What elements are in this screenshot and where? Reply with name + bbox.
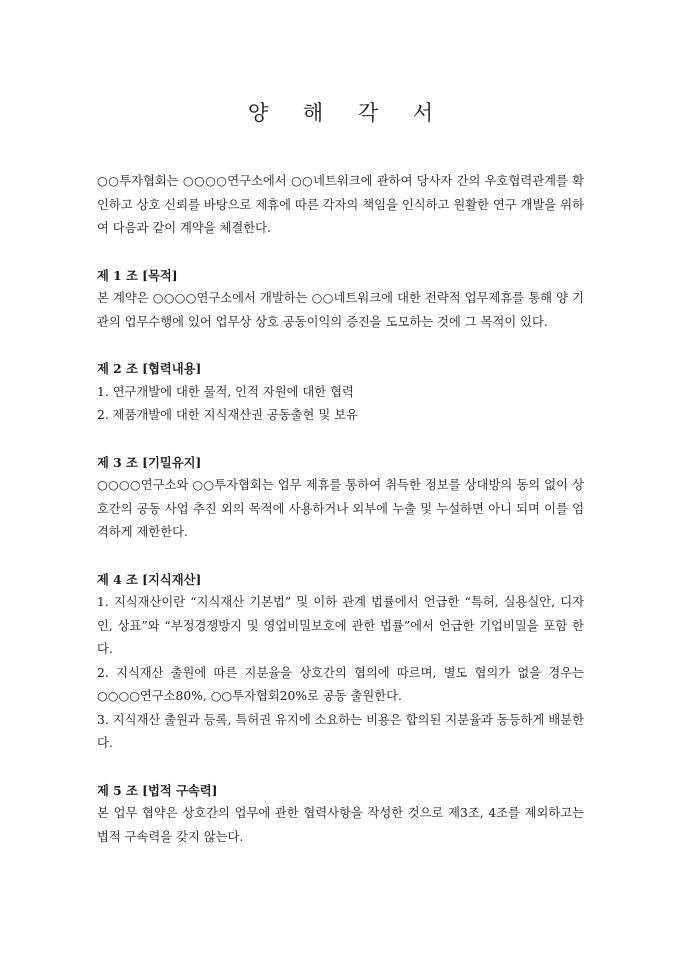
article-1-body: 본 계약은 ○○○○연구소에서 개발하는 ○○네트워크에 대한 전략적 업무제휴를 통해 양 기관의 업무수행에 있어 업무상 상호 공동이익의 증진을 도모하는 것에 그 목적이 있다. [97,291,584,329]
article-2-item-2: 2. 제품개발에 대한 지식재산권 공동출현 및 보유 [97,408,358,422]
article-5 [97,779,584,850]
article-4-item-3: 3. 지식재산 출원과 등록, 특허권 유지에 소요하는 비용은 합의된 지분율과 동등하게 배분한다. [97,712,584,750]
article-3-body: ○○○○연구소와 ○○투자협회는 업무 제휴를 통하여 취득한 정보를 상대방의 동의 없이 상호간의 공동 사업 추진 외의 목적에 사용하거나 외부에 누출 및 누설하면 아니 되며 이를 엄격하게 제한한다. [97,478,584,539]
article-4 [97,568,584,756]
article-2-heading: 제 2 조 [협력내용] [97,361,202,376]
article-1 [97,264,584,335]
document-title: 양 해 각 서 [247,101,448,125]
preamble-paragraph: ○○투자협회는 ○○○○연구소에서 ○○네트워크에 관하여 당사자 간의 우호협력관계를 확인하고 상호 신뢰를 바탕으로 제휴에 따른 각자의 책임을 인식하고 원활한 연구 개발을 위하여 다음과 같이 계약을 체결한다. [97,174,584,235]
article-1-heading: 제 1 조 [목적] [97,267,178,283]
article-3 [97,451,584,545]
article-5-body: 본 업무 협약은 상호간의 업무에 관한 협력사항을 작성한 것으로 제3조, 4조를 제외하고는 법적 구속력을 갖지 않는다. [97,806,584,844]
article-4-heading: 제 4 조 [지식재산] [97,571,202,587]
article-3-heading: 제 3 조 [기밀유지] [97,454,202,470]
article-2-item-1: 1. 연구개발에 대한 물적, 인적 자원에 대한 협력 [97,384,354,399]
article-4-item-1: 1. 지식재산이란 “지식재산 기본법” 및 이하 관계 법률에서 언급한 “특허, 실용실안, 디자인, 상표”와 “부정경쟁방지 및 영업비밀보호에 관한 법률”에서 언급한 기업비밀을 포함 한다. [97,595,584,656]
article-4-item-2: 2. 지식재산 출원에 따른 지분율을 상호간의 협의에 따르며, 별도 협의가 없을 경우는 ○○○○연구소80%, ○○투자협회20%로 공동 출원한다. [97,665,584,703]
article-5-heading: 제 5 조 [법적 구속력] [97,782,218,798]
article-2 [97,357,584,428]
